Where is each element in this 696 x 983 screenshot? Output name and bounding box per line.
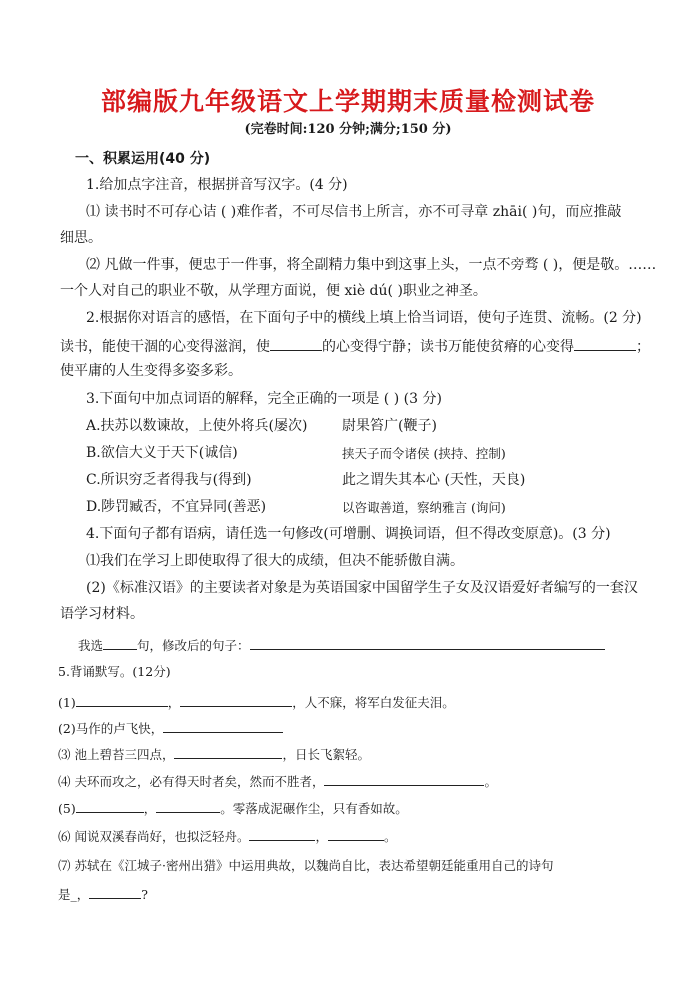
q5-item-6-text: ⑹ 闻说双溪春尚好，也拟泛轻舟。 <box>58 829 250 844</box>
section-heading: 一、积累运用(40 分) <box>75 151 211 167</box>
answer-blank[interactable] <box>270 336 322 351</box>
answer-blank[interactable] <box>249 826 315 841</box>
q5-item-7-line1: ⑺ 苏轼在《江城子·密州出猎》中运用典故，以魏尚自比，表达希望朝廷能重用自己的诗句 <box>58 858 554 873</box>
answer-blank[interactable] <box>163 718 283 733</box>
answer-blank[interactable] <box>103 635 137 650</box>
exam-info: (完卷时间:120 分钟;满分;150 分) <box>244 122 452 137</box>
q4-answer-label-b: 句，修改后的句子： <box>137 638 250 653</box>
q5-item-5-text: 。零落成泥碾作尘，只有香如故。 <box>220 801 408 816</box>
q5-stem: 5.背诵默写。(12分) <box>58 664 171 679</box>
q3-option-c: C.所识穷乏者得我与(得到) <box>86 472 252 488</box>
answer-blank[interactable] <box>574 336 636 351</box>
q3-option-c-2: 此之谓失其本心 (天性，天良) <box>342 472 526 488</box>
answer-blank[interactable] <box>180 692 292 707</box>
page-title: 部编版九年级语文上学期期末质量检测试卷 <box>100 87 595 116</box>
q5-item-4-text-a: ⑷ 夫环而攻之，必有得天时者矣，然而不胜者， <box>58 774 325 789</box>
answer-blank[interactable] <box>174 744 282 759</box>
q2-line2: 使平庸的人生变得多姿多彩。 <box>60 363 242 379</box>
q5-item-4-text-b: 。 <box>484 774 497 789</box>
q5-item-1-sep: ， <box>167 695 181 710</box>
q5-item-2-text: (2)马作的卢飞快， <box>58 721 164 736</box>
q5-item-2 <box>58 718 283 738</box>
q3-stem: 3.下面句中加点词语的解释，完全正确的一项是 ( ) (3 分) <box>86 391 442 407</box>
q5-item-6 <box>58 826 397 846</box>
q4-sentence-2-line1: (2)《标准汉语》的主要读者对象是为英语国家中国留学生子女及汉语爱好者编写的一套汉 <box>86 580 638 596</box>
q5-item-5 <box>58 798 408 818</box>
q5-item-3 <box>58 744 370 764</box>
q2-stem: 2.根据你对语言的感悟，在下面句子中的横线上填上恰当词语，使句子连贯、流畅。(2 分) <box>86 310 642 326</box>
answer-blank[interactable] <box>76 692 168 707</box>
q2-text-a: 读书，能使干涸的心变得滋润，使 <box>60 339 270 355</box>
q3-option-d-2: 以咨诹善道，察纳雅言 (询问) <box>342 500 506 515</box>
q2-text-c: ； <box>636 339 650 355</box>
q5-item-6-end: 。 <box>384 829 397 844</box>
q1-part2-line2: 一个人对自己的职业不敬，从学理方面说，便 xiè dú( )职业之神圣。 <box>60 283 487 299</box>
answer-blank[interactable] <box>250 635 605 650</box>
q5-item-1-text: ，人不寐，将军白发征夫泪。 <box>292 695 455 710</box>
q3-option-a-2: 尉果笞广(鞭子) <box>342 418 437 434</box>
q2-text-b: 的心变得宁静；读书万能使贫瘠的心变得 <box>322 339 574 355</box>
answer-blank[interactable] <box>156 798 220 813</box>
q3-option-d: D.陟罚臧否，不宜异同(善恶) <box>86 499 267 515</box>
q2-line1 <box>60 336 650 356</box>
q1-stem: 1.给加点字注音，根据拼音写汉字。(4 分) <box>86 177 348 193</box>
q3-option-b: B.欲信大义于天下(诚信) <box>86 445 238 461</box>
answer-blank[interactable] <box>76 798 144 813</box>
q5-item-5-sep: ， <box>143 801 157 816</box>
q5-item-1 <box>58 692 455 712</box>
q5-item-6-sep: ， <box>315 829 328 844</box>
answer-blank[interactable] <box>89 884 141 899</box>
q5-item-4 <box>58 771 497 791</box>
q1-part2-line1: ⑵ 凡做一件事，便忠于一件事，将全副精力集中到这事上头，一点不旁骛 ( )，便是敬。…… <box>86 257 657 273</box>
q5-item-7-end: ? <box>141 887 148 902</box>
q5-item-3-text-b: ，日长飞絮轻。 <box>282 747 370 762</box>
answer-blank[interactable] <box>324 771 484 786</box>
q4-answer-line <box>78 635 605 655</box>
q4-stem: 4.下面句子都有语病，请任选一句修改(可增删、调换词语，但不得改变原意)。(3 分) <box>86 526 611 542</box>
q5-item-7-text: 是_， <box>58 887 90 902</box>
q5-item-3-text-a: ⑶ 池上碧苔三四点， <box>58 747 175 762</box>
q5-item-5-num: (5) <box>58 801 76 816</box>
q4-sentence-2-line2: 语学习材料。 <box>60 606 144 622</box>
q1-part1-line2: 细思。 <box>60 230 102 246</box>
q5-item-7-line2 <box>58 884 148 904</box>
q5-item-1-num: (1) <box>58 695 76 710</box>
q4-sentence-1: ⑴我们在学习上即使取得了很大的成绩，但决不能骄傲自满。 <box>86 553 464 569</box>
q1-part1-line1: ⑴ 读书时不可存心诘 ( )难作者，不可尽信书上所言，亦不可寻章 zhāi( )句，而应推敲 <box>86 204 622 220</box>
q3-option-a: A.扶苏以数谏故，上使外将兵(屡次) <box>86 418 308 434</box>
q4-answer-label-a: 我选 <box>78 638 104 653</box>
q3-option-b-2: 挟天子而令诸侯 (挟持、控制) <box>342 446 506 461</box>
answer-blank[interactable] <box>328 826 384 841</box>
